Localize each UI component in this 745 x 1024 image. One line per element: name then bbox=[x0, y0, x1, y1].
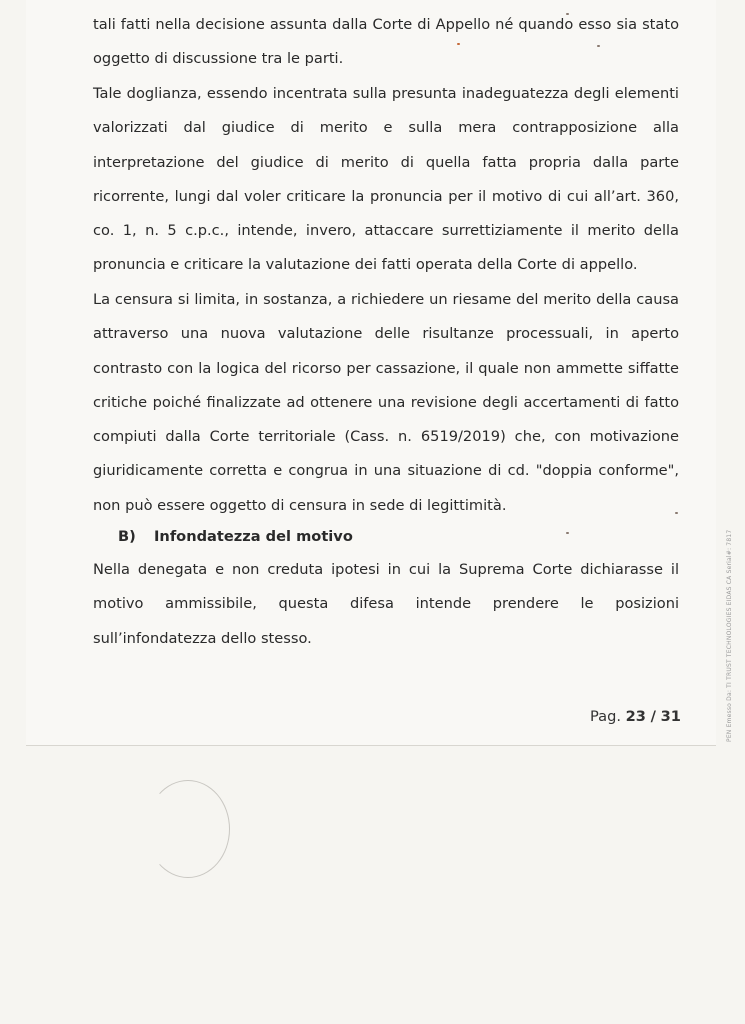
scan-speck bbox=[675, 512, 678, 514]
digital-signature-stamp: PEN Emesso Da: TI TRUST TECHNOLOGIES EIDAS CA Serial#: 7817 bbox=[726, 529, 733, 742]
page-separator: / bbox=[650, 708, 656, 725]
page-prefix: Pag. bbox=[590, 708, 621, 725]
sheet-bottom-edge bbox=[26, 745, 716, 746]
paragraph-censura bbox=[93, 283, 679, 523]
paragraph-text: La censura si limita, in sostanza, a richiedere un riesame del merito della causa attraverso una nuova valutazione delle risultanze processuali, in aperto contrasto con la logica del ricorso per cassazione, il quale non ammette siffatte critiche poiché finalizzate ad ottenere una revisione degli accertamenti di fatto compiuti dalla Corte territoriale (Cass. n. 6519/2019) che, con motivazione giuridicamente corretta e congrua in una situazione di cd. "doppia conforme", non può essere oggetto di censura in sede di legittimità. bbox=[93, 291, 679, 514]
paragraph-text: tali fatti nella decisione assunta dalla Corte di Appello né quando esso sia stato oggetto di discussione tra le parti. bbox=[93, 16, 679, 68]
section-heading bbox=[118, 520, 353, 554]
paragraph-ipotesi bbox=[93, 553, 679, 656]
page-total: 31 bbox=[660, 708, 681, 725]
page-current: 23 bbox=[625, 708, 646, 725]
page-number bbox=[590, 707, 681, 727]
section-letter: B) bbox=[118, 528, 136, 545]
scan-speck bbox=[457, 43, 460, 45]
scan-speck bbox=[566, 13, 569, 15]
section-title: Infondatezza del motivo bbox=[154, 528, 353, 545]
paragraph-text: Nella denegata e non creduta ipotesi in cui la Suprema Corte dichiarasse il motivo ammissibile, questa difesa intende prendere le posizioni sull’infondatezza dello stesso. bbox=[93, 561, 679, 647]
punch-hole-mark bbox=[146, 780, 230, 878]
paragraph-doglianza bbox=[93, 77, 679, 283]
scan-speck bbox=[566, 532, 569, 534]
scan-speck bbox=[597, 45, 600, 47]
paragraph-continuation bbox=[93, 8, 679, 77]
paragraph-text: Tale doglianza, essendo incentrata sulla presunta inadeguatezza degli elementi valorizzati dal giudice di merito e sulla mera contrapposizione alla interpretazione del giudice di merito di quella fatta propria dalla parte ricorrente, lungi dal voler criticare la pronuncia per il motivo di cui all’art. 360, co. 1, n. 5 c.p.c., intende, invero, attaccare surrettiziamente il merito della pronuncia e criticare la valutazione dei fatti operata della Corte di appello. bbox=[93, 85, 679, 274]
